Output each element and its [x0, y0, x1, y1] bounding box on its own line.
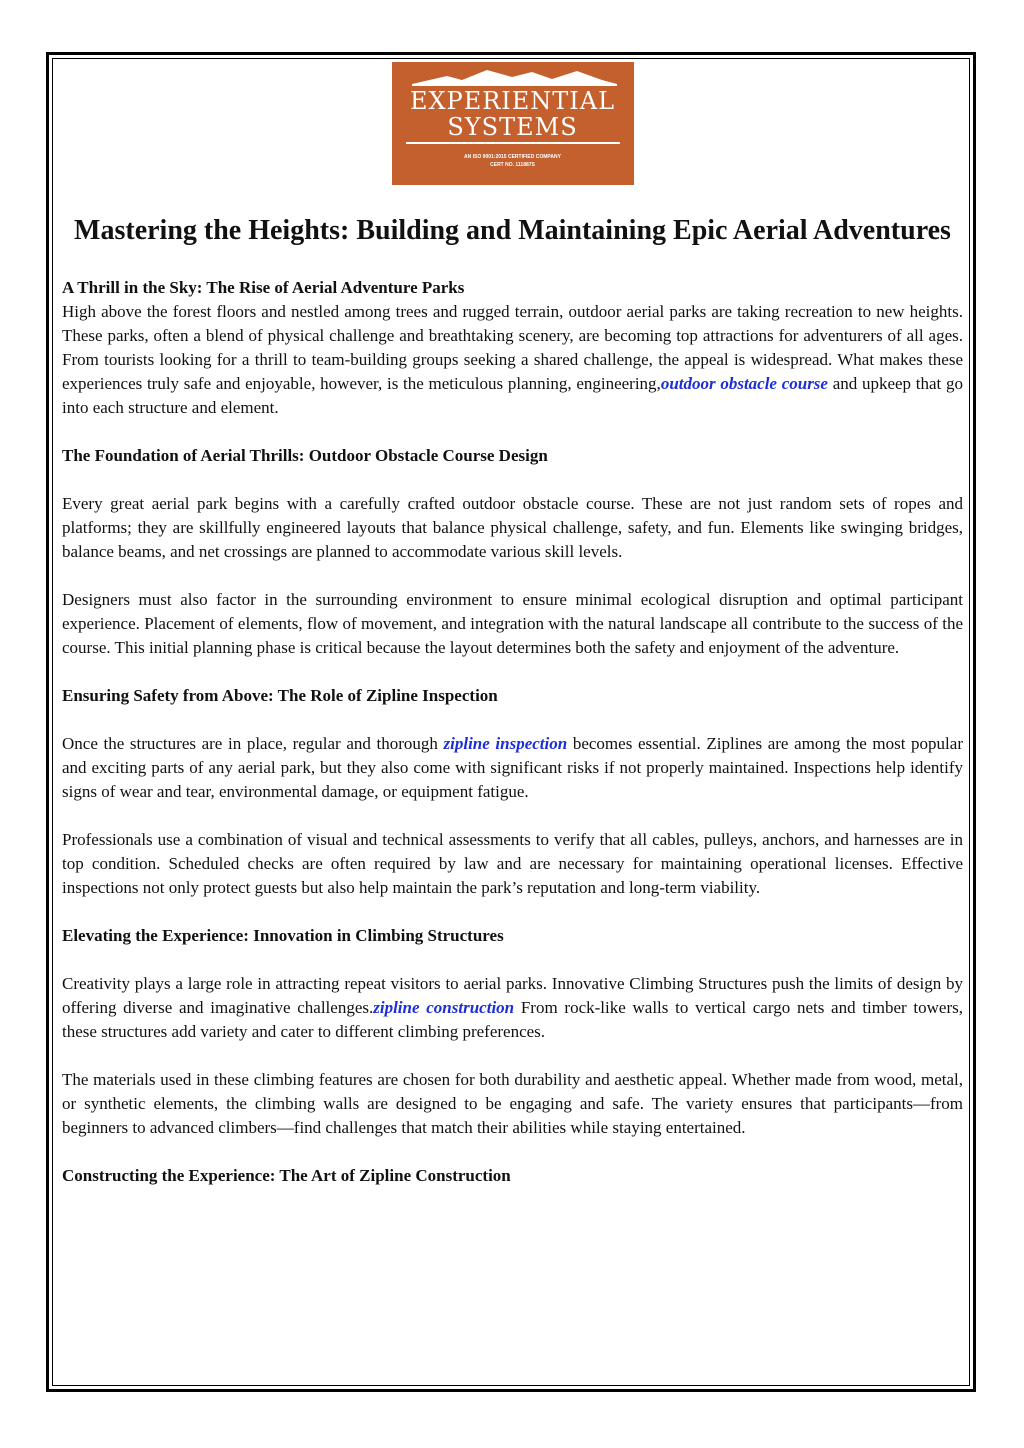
section-course-design: [62, 444, 963, 660]
paragraph: The materials used in these climbing features are chosen for both durability and aesthetic appeal. Whether made from wood, metal, or synthetic elements, the climbing walls are designed to be engaging and safe. The variety ensures that participants—from beginners to advanced climbers—find challenges that match their abilities while staying entertained.: [62, 1070, 963, 1137]
logo-line-4: CERT NO. 111887S: [490, 162, 535, 168]
paragraph: [62, 732, 963, 804]
paragraph-text: Once the structures are in place, regular and thorough: [62, 734, 444, 753]
paragraph: Designers must also factor in the surrounding environment to ensure minimal ecological disruption and optimal participant experience. Placement of elements, flow of movement, and integration with the natural landscape all contribute to the success of the course. This initial planning phase is critical because the layout determines both the safety and enjoyment of the adventure.: [62, 590, 963, 657]
outdoor-obstacle-course-link[interactable]: outdoor obstacle course: [660, 374, 828, 393]
logo-line-2: SYSTEMS: [447, 113, 578, 141]
paragraph: [62, 972, 963, 1044]
paragraph-text: Creativity plays a large role in attracting repeat visitors to aerial parks. Innovative Climbing Structures push the limits of design by offering diverse and imaginative challenges.: [62, 974, 963, 1017]
logo-line-3: AN ISO 9001:2015 CERTIFIED COMPANY: [464, 154, 561, 160]
paragraph-text: From rock-like walls to vertical cargo nets and timber towers, these structures add variety and cater to different climbing preferences.: [62, 998, 964, 1041]
logo-line-1: EXPERIENTIAL: [409, 87, 616, 115]
section-rise-of-parks: [62, 276, 963, 420]
document-content: [62, 62, 963, 1188]
zipline-construction-link[interactable]: zipline construction: [373, 998, 515, 1017]
section-heading: Elevating the Experience: Innovation in Climbing Structures: [62, 926, 504, 945]
section-zipline-inspection: [62, 684, 963, 900]
paragraph: Every great aerial park begins with a carefully crafted outdoor obstacle course. These are not just random sets of ropes and platforms; they are skillfully engineered layouts that balance physical challenge, safety, and fun. Elements like swinging bridges, balance beams, and net crossings are planned to accommodate various skill levels.: [62, 494, 963, 561]
section-zipline-construction: [62, 1164, 963, 1188]
paragraph-text: High above the forest floors and nestled among trees and rugged terrain, outdoor aerial parks are taking recreation to new heights. These parks, often a blend of physical challenge and breathtaking scenery, are becoming top attractions for adventurers of all ages. From tourists looking for a thrill to team-building groups seeking a shared challenge, the appeal is widespread. What makes these experiences truly safe and enjoyable, however, is the meticulous planning, engineering,: [62, 302, 963, 393]
document-title: Mastering the Heights: Building and Maintaining Epic Aerial Adventures: [74, 215, 951, 246]
section-climbing-structures: [62, 924, 963, 1140]
paragraph-text: and upkeep that go into each structure and element.: [62, 374, 963, 417]
paragraph: Professionals use a combination of visual and technical assessments to verify that all cables, pulleys, anchors, and harnesses are in top condition. Scheduled checks are often required by law and are necessary for maintaining operational licenses. Effective inspections not only protect guests but also help maintain the park’s reputation and long-term viability.: [62, 830, 963, 897]
logo-container: [62, 62, 963, 185]
section-heading: Ensuring Safety from Above: The Role of Zipline Inspection: [62, 686, 498, 705]
company-logo: [392, 62, 634, 185]
section-heading: The Foundation of Aerial Thrills: Outdoor Obstacle Course Design: [62, 446, 548, 465]
paragraph-text: becomes essential. Ziplines are among the most popular and exciting parts of any aerial park, but they also come with significant risks if not properly maintained. Inspections help identify signs of wear and tear, environmental damage, or equipment fatigue.: [62, 734, 963, 801]
zipline-inspection-link[interactable]: zipline inspection: [443, 734, 568, 753]
section-heading: A Thrill in the Sky: The Rise of Aerial Adventure Parks: [62, 278, 465, 297]
paragraph: [62, 300, 963, 420]
section-heading: Constructing the Experience: The Art of Zipline Construction: [62, 1166, 511, 1185]
